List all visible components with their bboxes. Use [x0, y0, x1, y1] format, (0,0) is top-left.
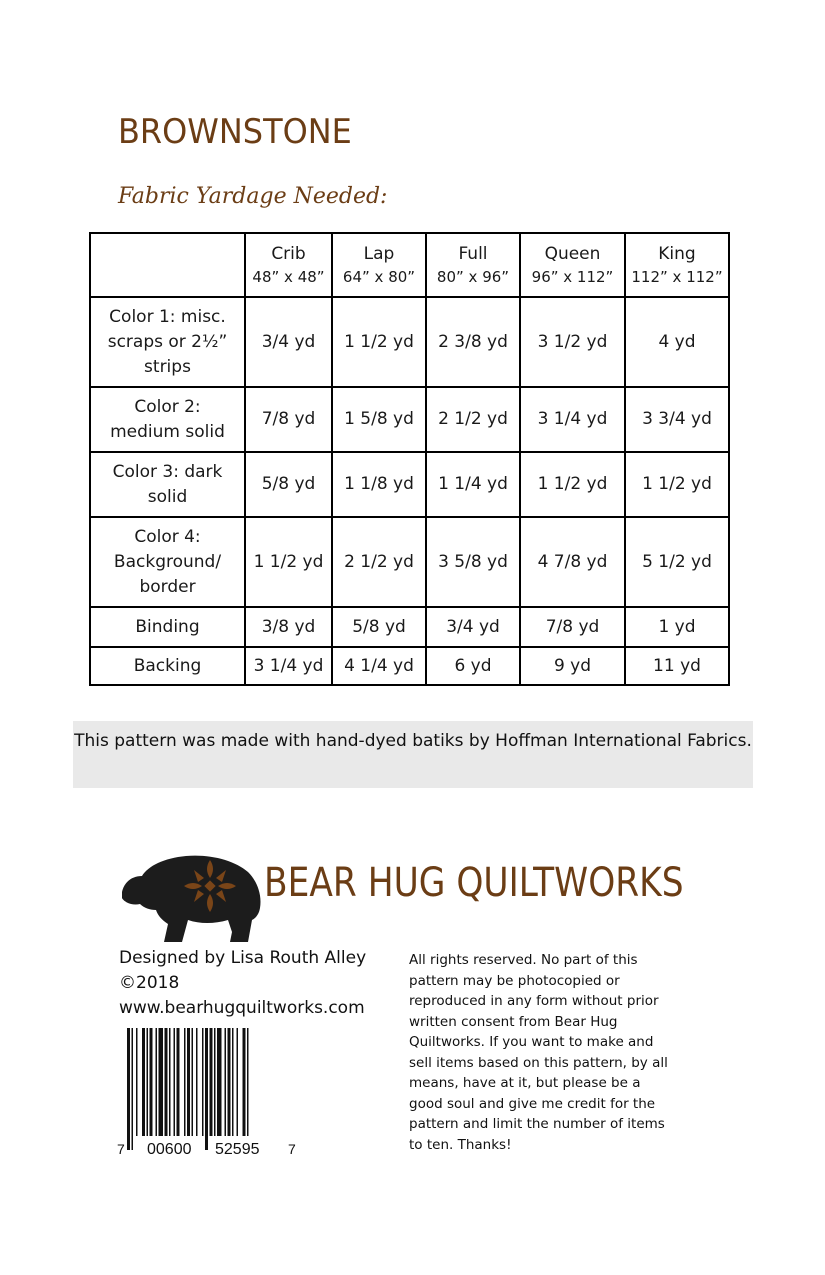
barcode-bar — [127, 1028, 130, 1150]
row-label: Backing — [90, 647, 245, 685]
barcode-bar — [159, 1028, 164, 1136]
size-header-full — [426, 233, 520, 297]
designer-name: Designed by Lisa Routh Alley — [119, 948, 367, 968]
barcode-bar — [247, 1028, 249, 1136]
website-link[interactable]: www.bearhugquiltworks.com — [119, 998, 365, 1018]
table-cell: 7/8 yd — [520, 607, 625, 647]
table-row — [90, 517, 729, 607]
barcode-bar — [174, 1028, 176, 1136]
size-name: King — [658, 244, 696, 264]
barcode-bar — [237, 1028, 239, 1136]
size-header-king — [625, 233, 729, 297]
row-label: Binding — [90, 607, 245, 647]
size-name: Crib — [271, 244, 306, 264]
barcode-group-2: 52595 — [215, 1141, 260, 1158]
barcode-bar — [142, 1028, 145, 1136]
barcode-bar — [184, 1028, 186, 1136]
rights-notice: All rights reserved. No part of this pattern may be photocopied or reproduced in any form without prior written consent from Bear Hug Quiltworks. If you want to make and sell items based on this pattern, by all means, have at it, but please be a good soul and give me credit for the pattern and limit the number of items to ten. Thanks! — [409, 952, 668, 1153]
table-cell: 1 1/4 yd — [426, 452, 520, 517]
table-cell: 1 1/2 yd — [332, 297, 426, 387]
table-cell: 3/4 yd — [245, 297, 332, 387]
barcode-bar — [217, 1028, 222, 1136]
barcode-bar — [177, 1028, 180, 1136]
table-cell: 5 1/2 yd — [625, 517, 729, 607]
size-header-queen — [520, 233, 625, 297]
table-cell: 3 1/2 yd — [520, 297, 625, 387]
barcode-bar — [196, 1028, 198, 1136]
table-cell: 7/8 yd — [245, 387, 332, 452]
size-name: Full — [458, 244, 488, 264]
table-cell: 2 3/8 yd — [426, 297, 520, 387]
table-row — [90, 647, 729, 685]
row-label: Color 3: dark solid — [90, 452, 245, 517]
table-header-row — [90, 233, 729, 297]
pattern-title: BROWNSTONE — [118, 112, 352, 152]
barcode-bar — [165, 1028, 168, 1136]
table-cell: 1 1/2 yd — [625, 452, 729, 517]
barcode-bar — [192, 1028, 194, 1136]
fabric-note: This pattern was made with hand-dyed batiks by Hoffman International Fabrics. — [73, 721, 753, 788]
table-cell: 3 1/4 yd — [520, 387, 625, 452]
barcode — [115, 1028, 300, 1158]
size-name: Queen — [544, 244, 601, 264]
barcode-bars — [127, 1028, 249, 1150]
barcode-bar — [232, 1028, 234, 1136]
barcode-bar — [225, 1028, 227, 1136]
row-label: Color 1: misc. scraps or 2½” strips — [90, 297, 245, 387]
row-label: Color 2: medium solid — [90, 387, 245, 452]
copyright-year: ©2018 — [119, 973, 180, 993]
size-name: Lap — [363, 244, 395, 264]
row-label: Color 4: Background/ border — [90, 517, 245, 607]
table-cell: 1 5/8 yd — [332, 387, 426, 452]
table-cell: 3 1/4 yd — [245, 647, 332, 685]
table-cell: 5/8 yd — [332, 607, 426, 647]
yardage-table — [89, 232, 730, 686]
table-cell: 1 1/2 yd — [520, 452, 625, 517]
yardage-subtitle: Fabric Yardage Needed: — [118, 184, 388, 209]
barcode-bar — [228, 1028, 231, 1136]
barcode-bar — [150, 1028, 153, 1136]
table-cell: 2 1/2 yd — [426, 387, 520, 452]
size-dims: 96” x 112” — [531, 268, 614, 286]
size-dims: 80” x 96” — [436, 268, 510, 286]
brand-logo — [118, 852, 684, 947]
barcode-bar — [156, 1028, 158, 1136]
table-row — [90, 607, 729, 647]
table-cell: 4 yd — [625, 297, 729, 387]
table-cell: 4 1/4 yd — [332, 647, 426, 685]
barcode-bar — [147, 1028, 149, 1136]
size-dims: 64” x 80” — [342, 268, 416, 286]
barcode-bar — [202, 1028, 204, 1136]
table-cell: 3 5/8 yd — [426, 517, 520, 607]
designer-credits — [119, 946, 366, 1021]
barcode-bar — [205, 1028, 208, 1150]
table-cell: 3 3/4 yd — [625, 387, 729, 452]
barcode-bar — [136, 1028, 138, 1136]
table-cell: 3/8 yd — [245, 607, 332, 647]
table-cell: 9 yd — [520, 647, 625, 685]
size-dims: 112” x 112” — [631, 268, 723, 286]
barcode-bar — [132, 1028, 134, 1150]
table-cell: 1 1/8 yd — [332, 452, 426, 517]
bear-icon — [118, 852, 268, 947]
table-cell: 11 yd — [625, 647, 729, 685]
table-cell: 6 yd — [426, 647, 520, 685]
barcode-bar — [210, 1028, 213, 1136]
table-cell: 2 1/2 yd — [332, 517, 426, 607]
table-cell: 5/8 yd — [245, 452, 332, 517]
barcode-bar — [243, 1028, 246, 1136]
header-corner-cell — [90, 233, 245, 297]
table-cell: 1 yd — [625, 607, 729, 647]
barcode-right-digit: 7 — [288, 1141, 296, 1157]
size-dims: 48” x 48” — [252, 268, 325, 286]
table-row — [90, 452, 729, 517]
table-cell: 4 7/8 yd — [520, 517, 625, 607]
brand-name: BEAR HUG QUILTWORKS — [264, 860, 684, 906]
barcode-bar — [187, 1028, 190, 1136]
table-row — [90, 387, 729, 452]
size-header-crib — [245, 233, 332, 297]
table-row — [90, 297, 729, 387]
size-header-lap — [332, 233, 426, 297]
barcode-bar — [169, 1028, 171, 1136]
table-cell: 1 1/2 yd — [245, 517, 332, 607]
barcode-left-digit: 7 — [117, 1141, 125, 1157]
table-cell: 3/4 yd — [426, 607, 520, 647]
barcode-bar — [214, 1028, 216, 1136]
barcode-group-1: 00600 — [147, 1141, 192, 1158]
